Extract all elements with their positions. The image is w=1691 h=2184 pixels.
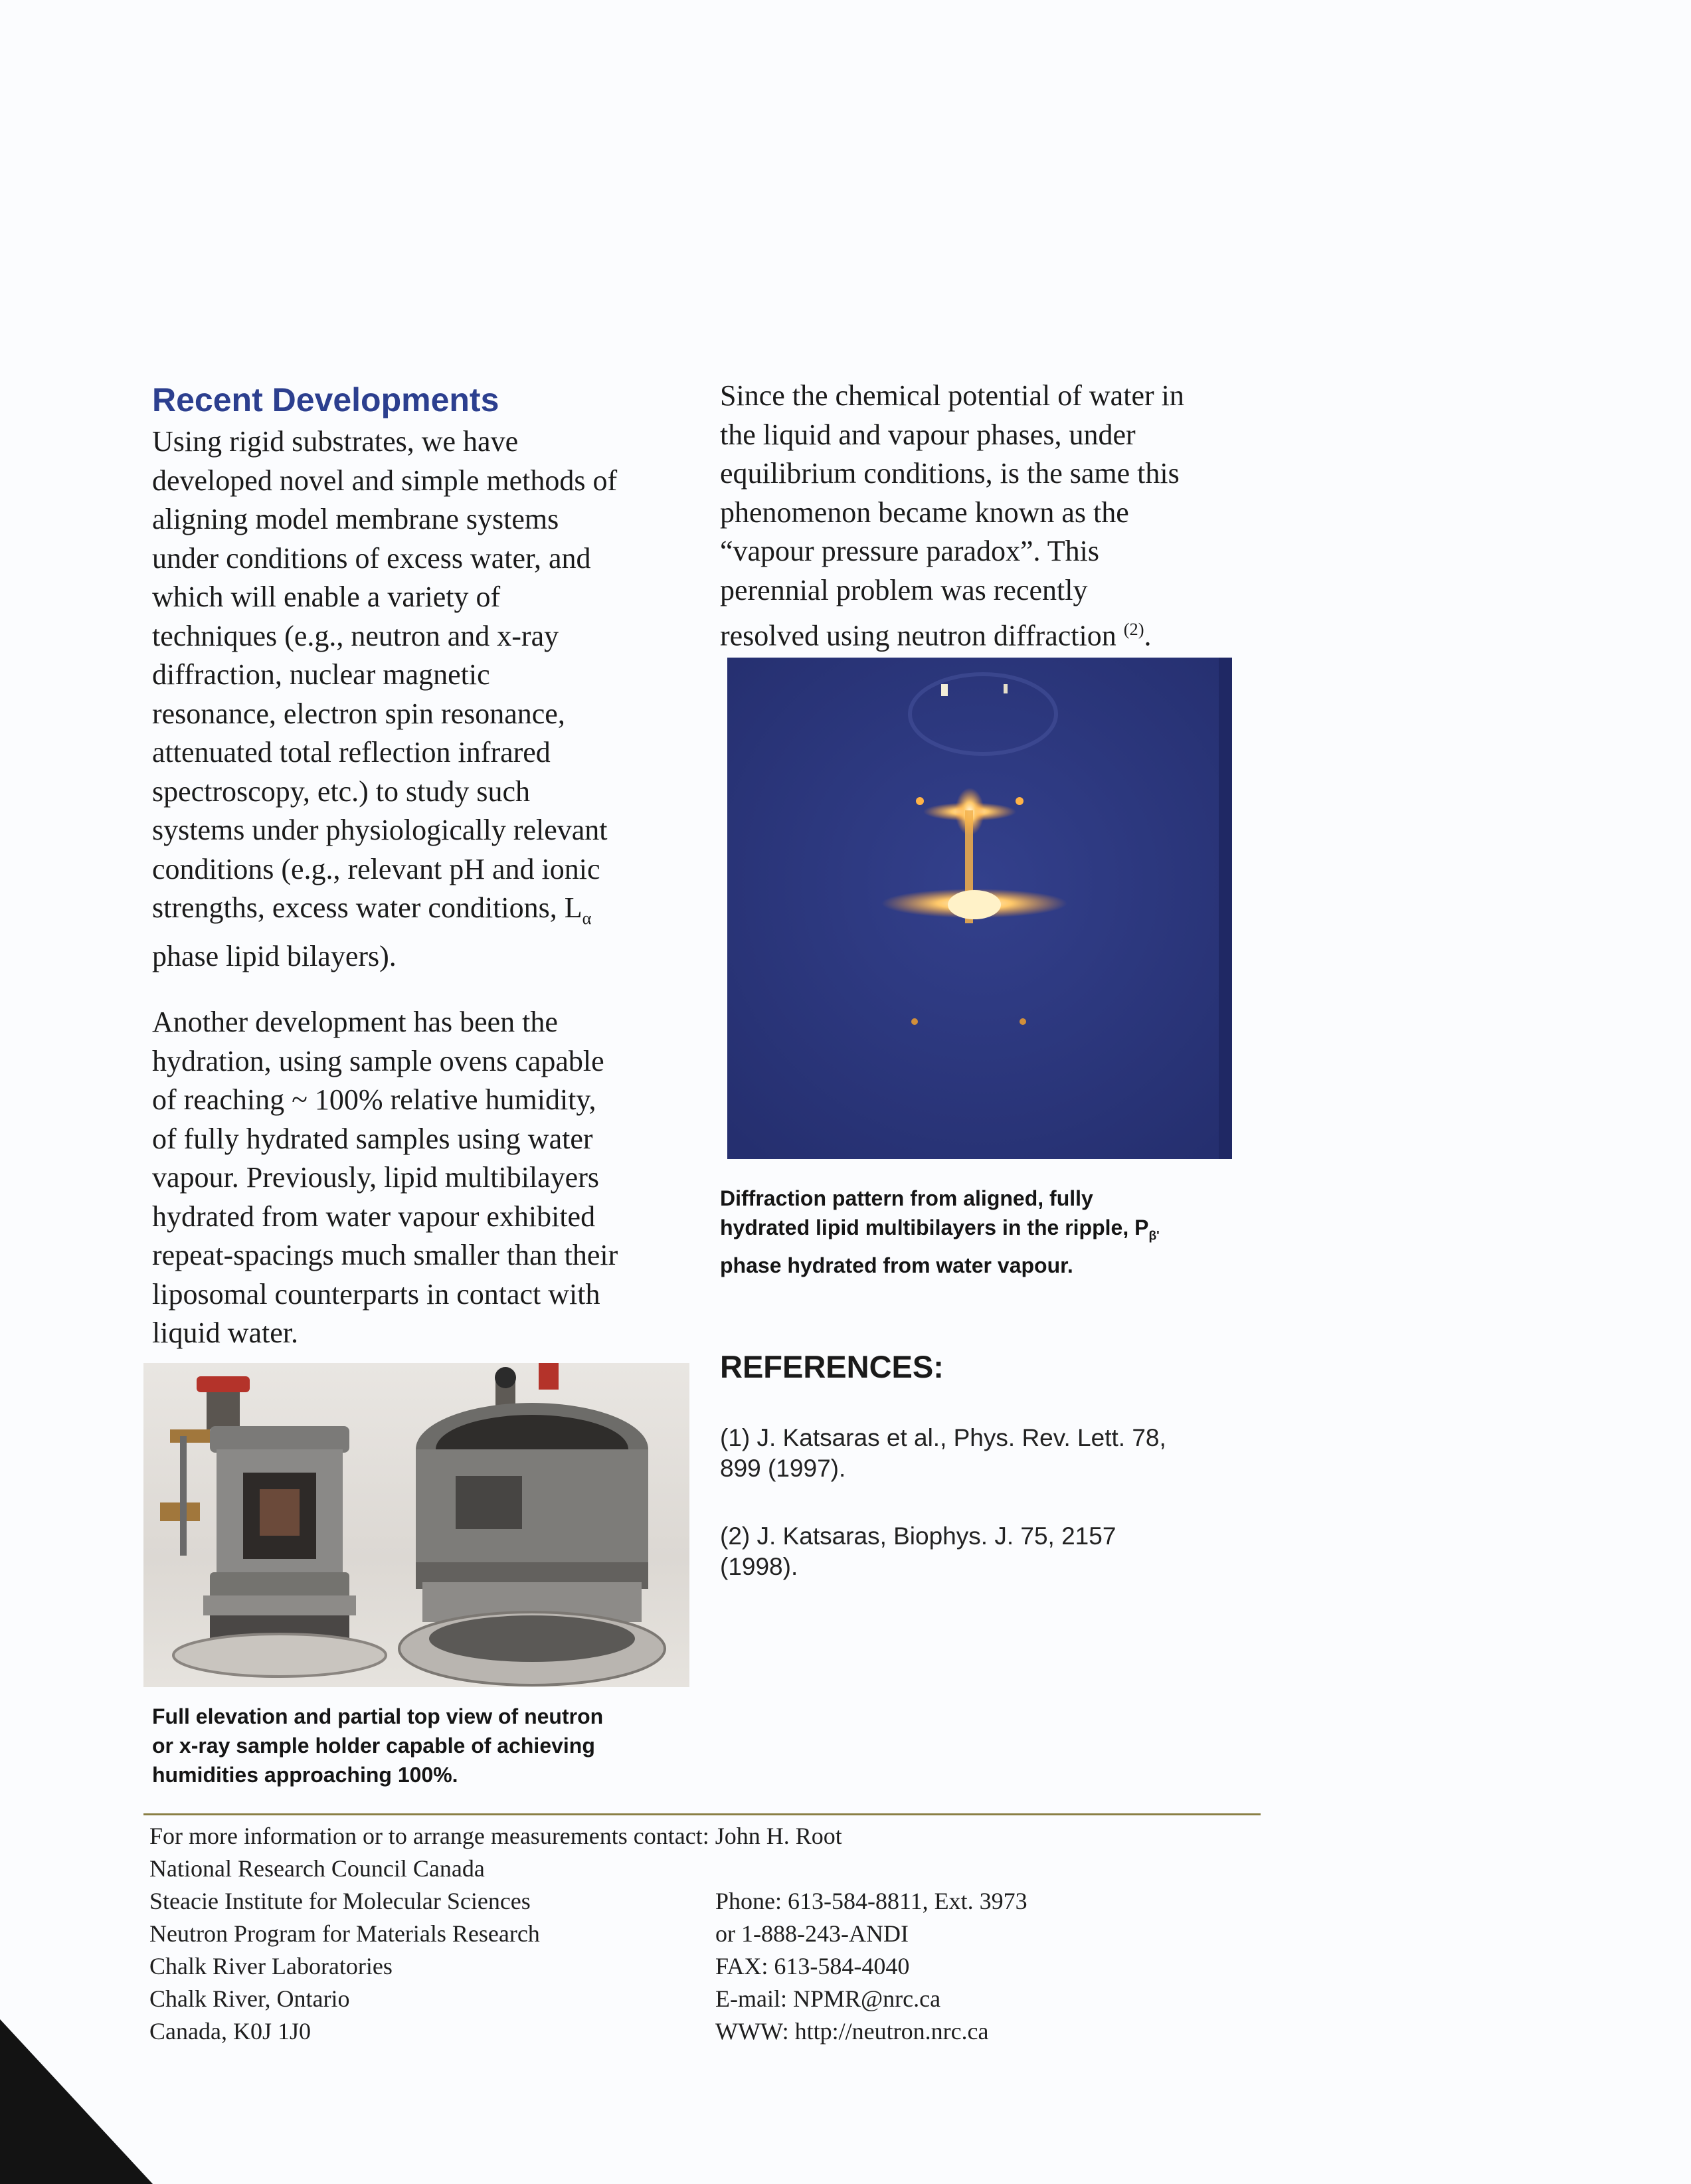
left-paragraph-1 (152, 422, 703, 976)
citation-superscript: (2) (1123, 619, 1144, 639)
right-paragraph-lines: Since the chemical potential of water in the liquid and vapour phases, under equilibrium conditions, is the same this phenomenon became known as the “vapour pressure paradox”. This perennial problem was recently (720, 379, 1184, 606)
diffraction-caption (720, 1184, 1285, 1280)
footer-divider (143, 1813, 1261, 1815)
sample-holder-photo (143, 1363, 689, 1687)
right-paragraph-period: . (1144, 619, 1152, 652)
left-paragraph-2: Another development has been the hydration, using sample ovens capable of reaching ~ 100% relative humidity, of fully hydrated samples using water vapour. Previously, lipid multibilayers hydrated from water vapour exhibited repeat-spacings much smaller than their liposomal counterparts in contact with liquid water. (152, 1006, 618, 1349)
diffraction-caption-line-2 (720, 1213, 1285, 1251)
diffraction-pattern-image (727, 658, 1232, 1159)
right-paragraph-last-line (720, 610, 1291, 656)
reference-item: (2) J. Katsaras, Biophys. J. 75, 2157 (1998). (720, 1522, 1116, 1580)
beta-subscript: β' (1148, 1229, 1160, 1243)
left-paragraph-1-lines: Using rigid substrates, we have developed novel and simple methods of aligning model membrane systems under conditions of excess water, and which will enable a variety of techniques (e.g., neutron and x-ray diffraction, nuclear magnetic resonance, electron spin resonance, attenuated total reflection infrared spectroscopy, etc.) to study such systems under physiologically relevant conditions (e.g., relevant pH and ionic (152, 425, 618, 885)
footer-contact-details: Phone: 613-584-8811, Ext. 3973 or 1-888-243-ANDI FAX: 613-584-4040 E-mail: NPMR@nrc.ca WWW: http://neutron.nrc.ca (715, 1888, 1027, 2045)
reference-item: (1) J. Katsaras et al., Phys. Rev. Lett. 78, 899 (1997). (720, 1424, 1166, 1482)
section-heading: Recent Developments (152, 381, 499, 418)
diffraction-caption-line-3: phase hydrated from water vapour. (720, 1253, 1073, 1278)
left-paragraph-1-last-text: strengths, excess water conditions, L (152, 891, 582, 924)
sample-holder-illustration (143, 1363, 689, 1687)
alpha-subscript: α (582, 907, 592, 928)
left-paragraph-1-final: phase lipid bilayers). (152, 940, 397, 973)
corner-shadow (0, 2019, 153, 2184)
left-paragraph-1-last-line (152, 889, 703, 937)
footer-contact-line: For more information or to arrange measurements contact: John H. Root (149, 1823, 842, 1849)
right-paragraph (720, 377, 1291, 656)
footer-address: National Research Council Canada Steacie Institute for Molecular Sciences Neutron Program for Materials Research Chalk River Laboratories Chalk River, Ontario Canada, K0J 1J0 (149, 1855, 540, 2045)
diffraction-caption-line-2-text: hydrated lipid multibilayers in the ripple, P (720, 1216, 1149, 1239)
references-title: REFERENCES: (720, 1349, 944, 1384)
diffraction-pattern-graphic (727, 658, 1232, 1159)
sample-holder-caption: Full elevation and partial top view of neutron or x-ray sample holder capable of achieving humidities approaching 100%. (152, 1704, 604, 1787)
diffraction-caption-line-1: Diffraction pattern from aligned, fully (720, 1186, 1093, 1210)
right-paragraph-last-text: resolved using neutron diffraction (720, 619, 1124, 652)
